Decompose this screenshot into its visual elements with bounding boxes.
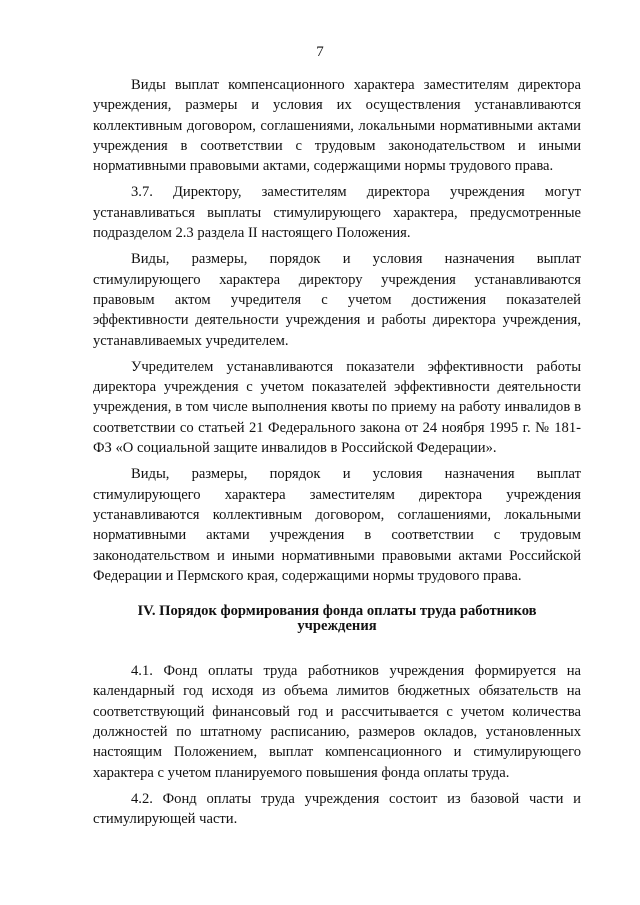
document-body	[93, 75, 581, 830]
section-heading-iv: IV. Порядок формирования фонда оплаты труда работников учреждения	[137, 603, 537, 635]
page-number: 7	[316, 44, 324, 60]
paragraph-4-2: 4.2. Фонд оплаты труда учреждения состоит из базовой части и стимулирующей части.	[93, 790, 581, 828]
paragraph-incentive-deputies: Виды, размеры, порядок и условия назначения выплат стимулирующего характера заместителям директора учреждения устанавливаются коллективным договором, соглашениями, локальными нормативными актами учреждения в соответствии с трудовым законодательством и иными нормативными правовыми актами Российской Федерации и Пермского края, содержащими нормы трудового права.	[93, 466, 581, 584]
paragraph-incentive-director: Виды, размеры, порядок и условия назначения выплат стимулирующего характера директору учреждения устанавливаются правовым актом учредителя с учетом достижения показателей эффективности деятельности учреждения и работы директора учреждения, устанавливаемых учредителем.	[93, 251, 581, 349]
paragraph-4-1: 4.1. Фонд оплаты труда работников учреждения формируется на календарный год исходя из объема лимитов бюджетных обязательств на соответствующий финансовый год и рассчитывается с учетом количества должностей по штатному расписанию, размеров окладов, установленных настоящим Положением, выплат компенсационного и стимулирующего характера с учетом планируемого повышения фонда оплаты труда.	[93, 663, 581, 781]
paragraph-efficiency-indicators: Учредителем устанавливаются показатели эффективности работы директора учреждения с учетом показателей эффективности деятельности учреждения, в том числе выполнения квоты по приему на работу инвалидов в соответствии со статьей 21 Федерального закона от 24 ноября 1995 г. № 181-ФЗ «О социальной защите инвалидов в Российской Федерации».	[93, 358, 581, 457]
paragraph-compensation-deputies: Виды выплат компенсационного характера заместителям директора учреждения, размеры и условия их осуществления устанавливаются коллективным договором, соглашениями, локальными нормативными актами учреждения в соответствии с трудовым законодательством и иными нормативными правовыми актами, содержащими нормы трудового права.	[93, 77, 581, 175]
paragraph-3-7: 3.7. Директору, заместителям директора учреждения могут устанавливаться выплаты стимулирующего характера, предусмотренные подразделом 2.3 раздела II настоящего Положения.	[93, 184, 581, 242]
